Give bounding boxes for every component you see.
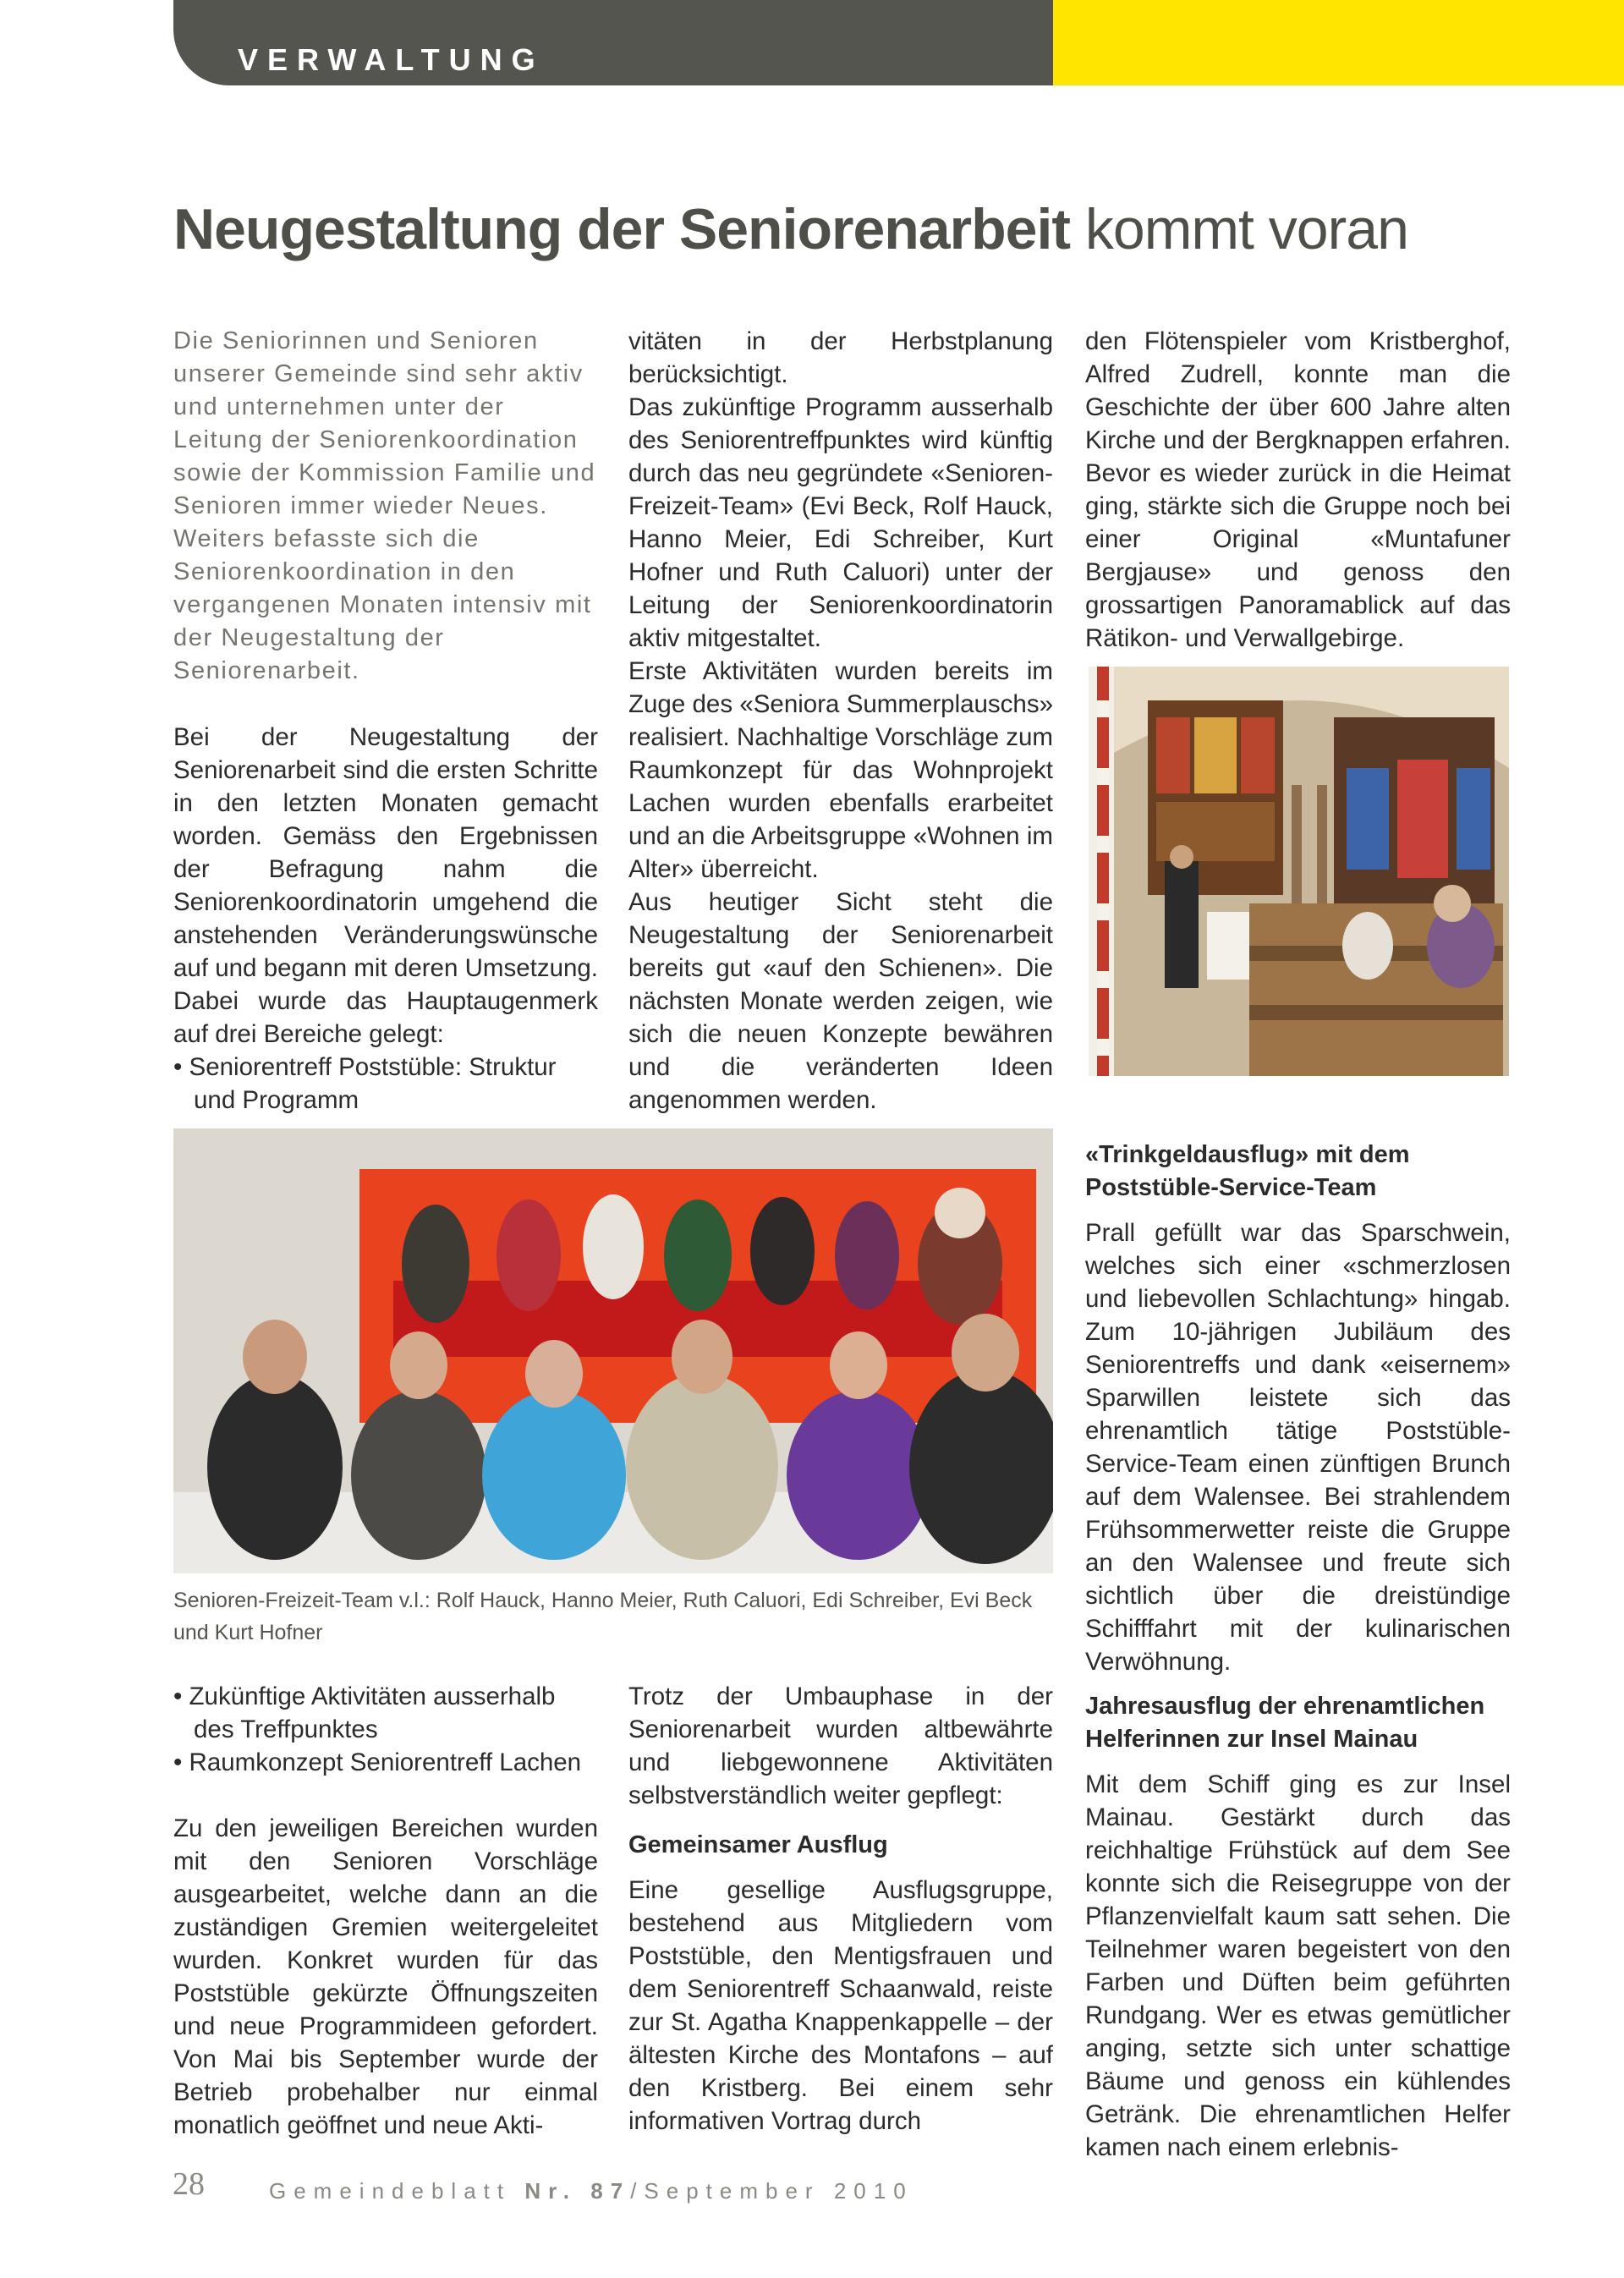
paragraph: Erste Aktivitäten wurden bereits im Zuge des «Seniora Summerplauschs» realisiert. Nachhaltige Vorschläge zum Raumkonzept für das Wohnprojekt Lachen wurden ebenfalls erarbeitet und an die Arbeitsgruppe «Wohnen im Alter» überreicht.	[628, 657, 1053, 883]
column-1	[173, 325, 598, 1117]
column-1-lower	[173, 1680, 598, 2142]
issue-number: 87	[590, 2178, 631, 2204]
paragraph: Eine gesellige Ausflugsgruppe, bestehend aus Mitgliedern vom Poststüble, den Mentigsfrauen und dem Seniorentreff Schaanwald, reiste zur St. Agatha Knappenkappelle – der ältesten Kirche des Montafons – auf den Kristberg. Bei einem sehr informativen Vortrag durch	[628, 1876, 1053, 2135]
paragraph: Bei der Neugestaltung der Seniorenarbeit sind die ersten Schritte in den letzten Monaten gemacht worden. Gemäss den Ergebnissen der Befragung nahm die Seniorenkoordinatorin umgehend die anstehenden Veränderungswünsche auf und begann mit deren Umsetzung. Dabei wurde das Hauptaugenmerk auf drei Bereiche gelegt:	[173, 723, 598, 1048]
column-2	[628, 325, 1053, 1117]
page-title	[173, 196, 1408, 262]
intro-text: Die Seniorinnen und Senioren unserer Gemeinde sind sehr aktiv und unternehmen unter der Leitung der Seniorenkoordination sowie der Kommission Familie und Senioren immer wieder Neues. Weiters befasste sich die Seniorenkoordination in den vergangenen Monaten intensiv mit der Neugestaltung der Seniorenarbeit.	[173, 327, 596, 684]
issue-label: Nr.	[524, 2178, 578, 2204]
column-3-lower	[1085, 1139, 1511, 2164]
subheading: «Trinkgeldausflug» mit dem Poststüble-Service-Team	[1085, 1141, 1410, 1201]
paragraph: vitäten in der Herbstplanung berücksichtigt.	[628, 327, 1053, 388]
column-2-lower	[628, 1680, 1053, 2138]
header-accent	[1053, 0, 1624, 85]
bullet-item: • Zukünftige Aktivitäten ausserhalb des Treffpunktes	[173, 1682, 556, 1743]
church-photo-image	[1089, 667, 1509, 1076]
group-photo-image	[173, 1128, 1053, 1573]
paragraph: Prall gefüllt war das Sparschwein, welches sich einer «schmerzlosen und liebevollen Schlachtung» hingab. Zum 10-jährigen Jubiläum des Seniorentreffs und dank «eisernem» Sparwillen leistete sich das ehrenamtlich tätige Poststüble-Service-Team einen zünftigen Brunch auf dem Walensee. Bei strahlendem Frühsommerwetter reiste die Gruppe an den Walensee und freute sich sichtlich über die dreistündige Schifffahrt mit der kulinarischen Verwöhnung.	[1085, 1219, 1511, 1676]
paragraph: Trotz der Umbauphase in der Seniorenarbeit wurden altbewährte und liebgewonnene Aktivitäten selbstverständlich weiter gepflegt:	[628, 1682, 1053, 1809]
title-bold: Neugestaltung der Seniorenarbeit	[173, 197, 1070, 261]
bullet-item: • Seniorentreff Poststüble: Struktur und Programm	[173, 1053, 557, 1114]
paragraph: den Flötenspieler vom Kristberghof, Alfred Zudrell, konnte man die Geschichte der über 600 Jahre alten Kirche und der Bergknappen erfahren. Bevor es wieder zurück in die Heimat ging, stärkte sich die Gruppe noch bei einer Original «Muntafuner Bergjause» und genoss den grossartigen Panoramablick auf das Rätikon- und Verwallgebirge.	[1085, 327, 1511, 652]
paragraph: Das zukünftige Programm ausserhalb des Seniorentreffpunktes wird künftig durch das neu gegründete «Senioren-Freizeit-Team» (Evi Beck, Rolf Hauck, Hanno Meier, Edi Schreiber, Kurt Hofner und Ruth Caluori) unter der Leitung der Seniorenkoordinatorin aktiv mitgestaltet.	[628, 393, 1053, 652]
column-3	[1085, 325, 1511, 655]
subheading: Jahresausflug der ehrenamtlichen Helferinnen zur Insel Mainau	[1085, 1693, 1485, 1753]
group-photo	[173, 1128, 1053, 1573]
publication-name: Gemeindeblatt	[269, 2178, 512, 2204]
bullet-item: • Raumkonzept Seniorentreff Lachen	[173, 1748, 582, 1776]
subheading: Gemeinsamer Ausflug	[628, 1831, 888, 1858]
section-label: VERWALTUNG	[238, 42, 545, 77]
title-light: kommt voran	[1084, 197, 1408, 261]
issue-date: /September 2010	[630, 2178, 914, 2204]
paragraph: Zu den jeweiligen Bereichen wurden mit den Senioren Vorschläge ausgearbeitet, welche dann an die zuständigen Gremien weitergeleitet wurden. Konkret wurden für das Poststüble gekürzte Öffnungszeiten und neue Programmideen gefordert. Von Mai bis September wurde der Betrieb probehalber nur einmal monatlich geöffnet und neue Akti-	[173, 1814, 598, 2139]
photo-caption: Senioren-Freizeit-Team v.l.: Rolf Hauck, Hanno Meier, Ruth Caluori, Edi Schreiber, Evi Beck und Kurt Hofner	[173, 1589, 1033, 1644]
footer-publication	[269, 2178, 914, 2204]
paragraph: Mit dem Schiff ging es zur Insel Mainau. Gestärkt durch das reichhaltige Frühstück auf dem See konnte sich die Reisegruppe von der Pflanzenvielfalt kaum satt sehen. Die Teilnehmer waren begeistert von den Farben und Düften beim geführten Rundgang. Wer es etwas gemütlicher anging, setzte sich unter schattige Bäume und genoss ein kühlendes Getränk. Die ehrenamtlichen Helfer kamen nach einem erlebnis-	[1085, 1770, 1511, 2161]
page-number: 28	[173, 2166, 205, 2202]
church-photo	[1089, 667, 1509, 1076]
paragraph: Aus heutiger Sicht steht die Neugestaltung der Seniorenarbeit bereits gut «auf den Schienen». Die nächsten Monate werden zeigen, wie sich die neuen Konzepte bewähren und die veränderten Ideen angenommen werden.	[628, 888, 1053, 1114]
